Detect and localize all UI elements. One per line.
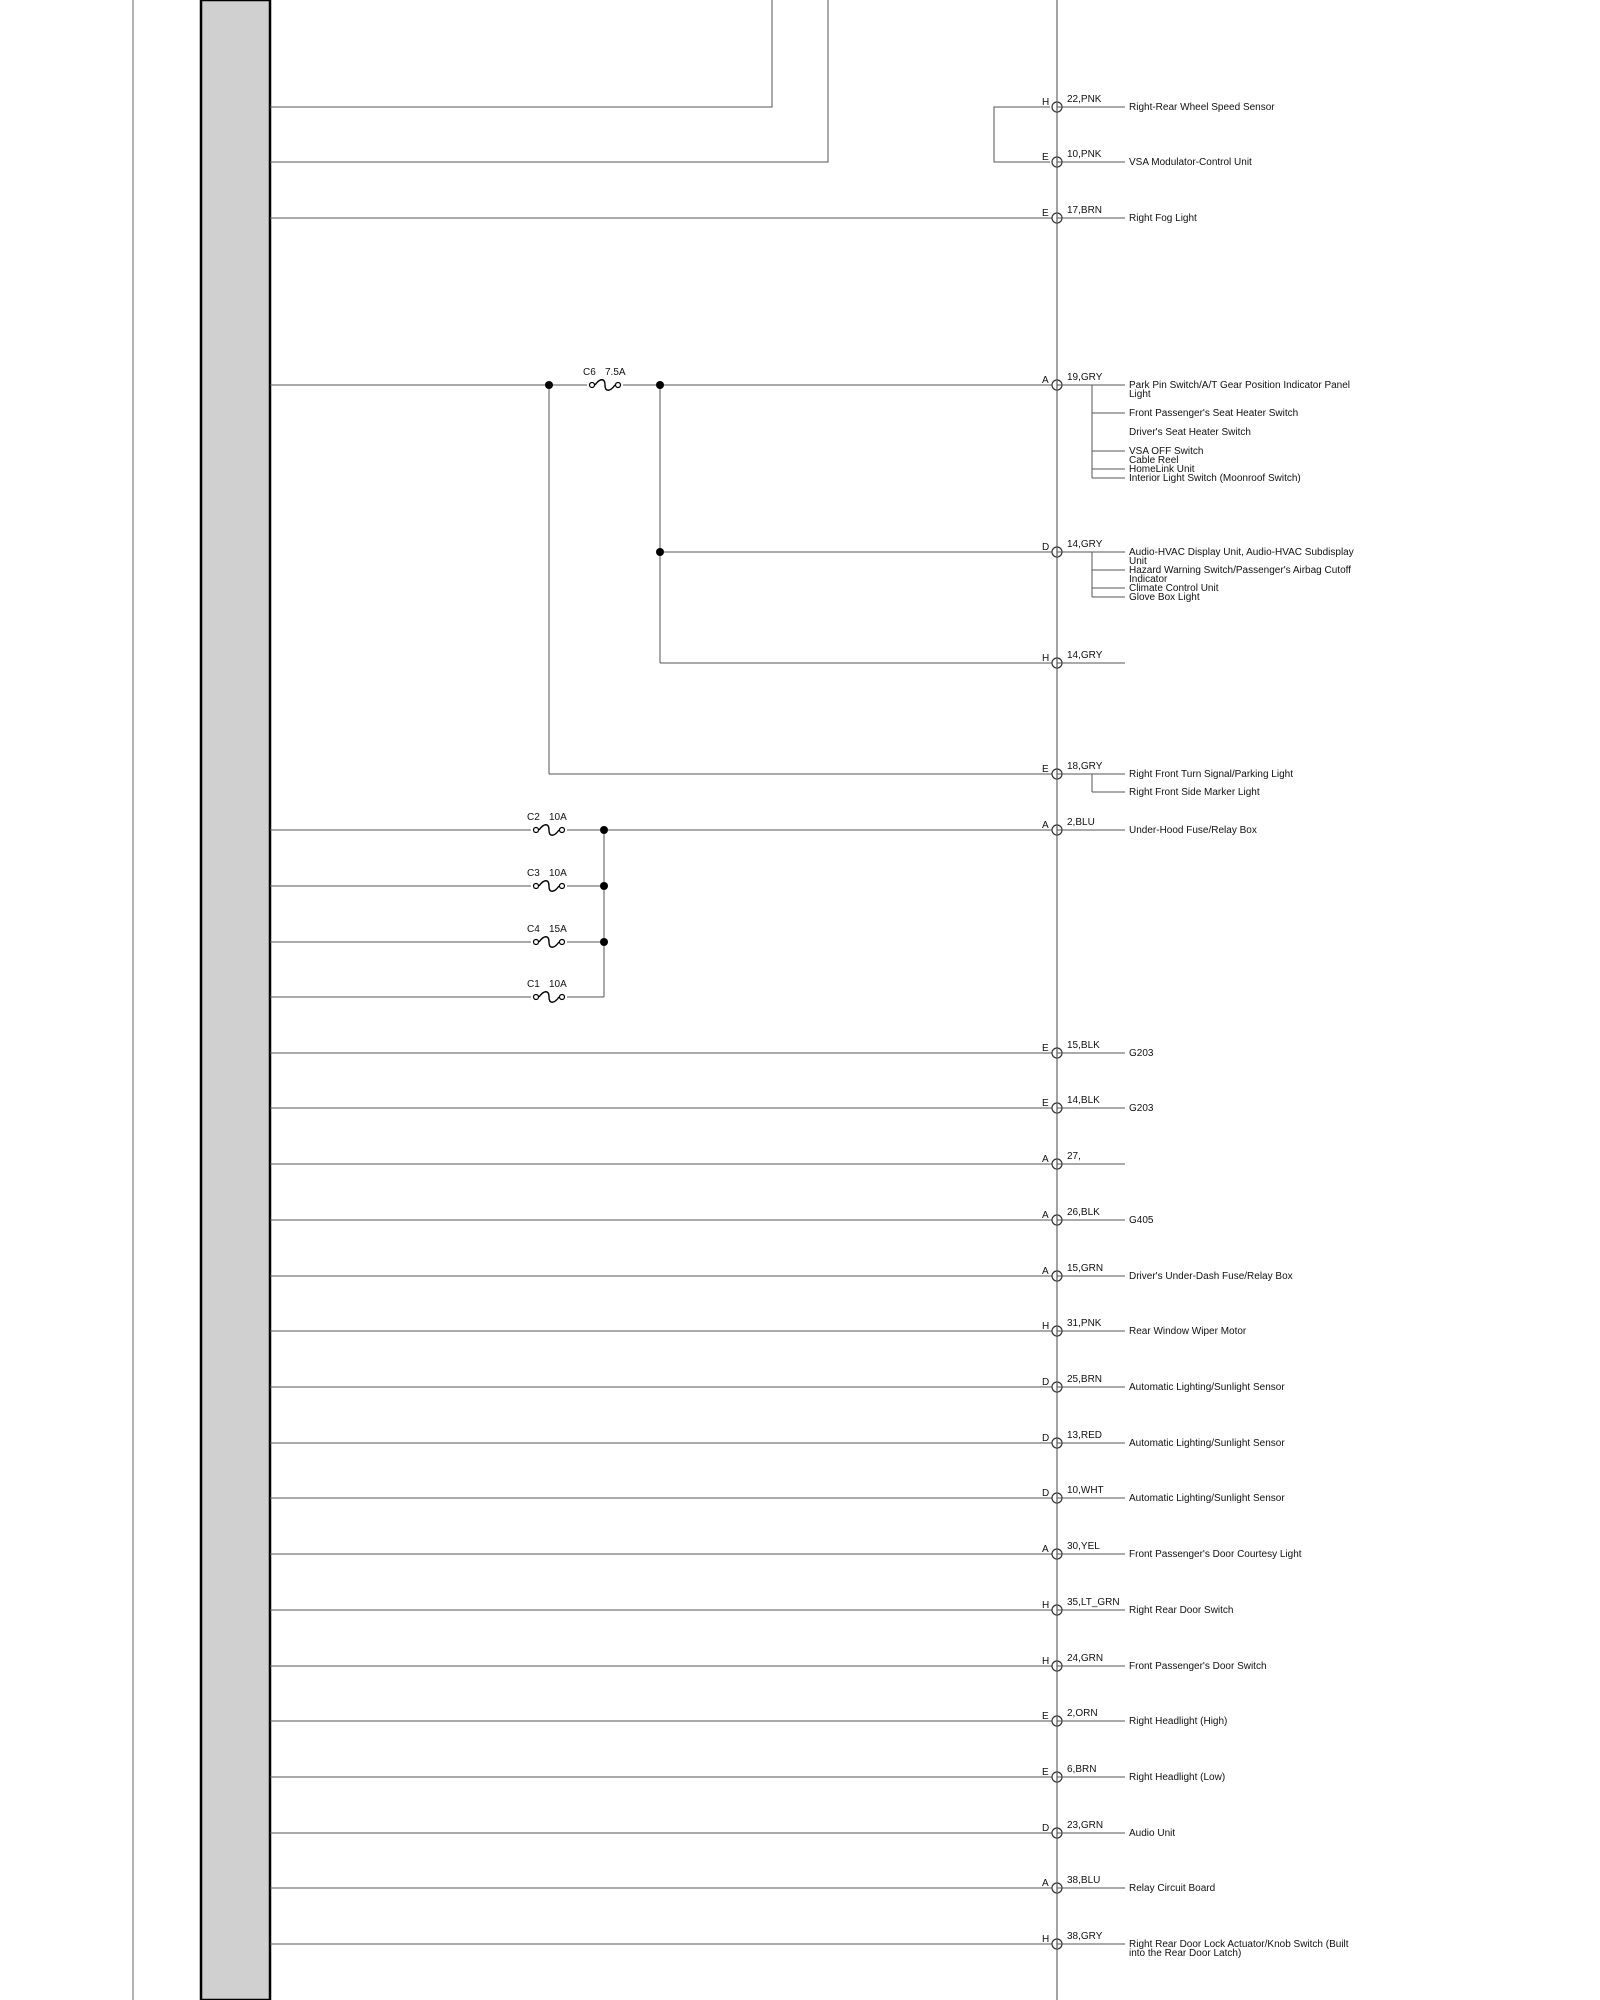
connector-letter: H xyxy=(1042,1321,1050,1332)
connector-d-13red xyxy=(1042,1430,1285,1449)
splice-dot xyxy=(656,381,664,389)
fuse-box-bus xyxy=(201,0,270,2000)
fuse-id: C4 xyxy=(527,924,540,935)
connector-a-19gry xyxy=(1042,372,1350,484)
wire-label: 25,BRN xyxy=(1067,1374,1103,1385)
destination-label: Automatic Lighting/Sunlight Sensor xyxy=(1129,1493,1285,1504)
fuse-c3 xyxy=(527,868,567,891)
wire-label: 6,BRN xyxy=(1067,1764,1097,1775)
fuse-id: C3 xyxy=(527,868,540,879)
fuse-c2 xyxy=(527,812,567,835)
fuse-c6 xyxy=(583,367,626,390)
wire-label: 13,RED xyxy=(1067,1430,1103,1441)
wire-label: 15,BLK xyxy=(1067,1040,1100,1051)
destination-label: Light xyxy=(1129,389,1151,400)
destination-label: HomeLink Unit xyxy=(1129,464,1195,475)
fuse-rating: 10A xyxy=(549,812,567,823)
connector-letter: A xyxy=(1042,375,1049,386)
wire-label: 2,BLU xyxy=(1067,817,1095,828)
connector-e-18gry xyxy=(1042,761,1293,798)
fuse-terminal xyxy=(560,828,565,833)
wire-label: 18,GRY xyxy=(1067,761,1103,772)
connector-letter: A xyxy=(1042,1544,1049,1555)
connector-letter: D xyxy=(1042,1433,1050,1444)
connector-letter: D xyxy=(1042,1823,1050,1834)
connector-e-6brn xyxy=(1042,1764,1225,1783)
destination-label: G203 xyxy=(1129,1103,1154,1114)
wire-label: 14,GRY xyxy=(1067,650,1103,661)
connector-e-14blk xyxy=(1042,1095,1154,1114)
connector-letter: E xyxy=(1042,1098,1049,1109)
splice-dot xyxy=(545,381,553,389)
fuse-terminal xyxy=(534,828,539,833)
splice-dot xyxy=(600,938,608,946)
wire-label: 19,GRY xyxy=(1067,372,1103,383)
wire-label: 15,GRN xyxy=(1067,1263,1104,1274)
destination-label: Glove Box Light xyxy=(1129,592,1200,603)
destination-label: Unit xyxy=(1129,556,1147,567)
connector-a-15grn xyxy=(1042,1263,1293,1282)
connector-h-38gry xyxy=(1042,1931,1349,1959)
connector-letter: A xyxy=(1042,1878,1049,1889)
connector-h-14gry xyxy=(1042,650,1125,668)
connector-letter: H xyxy=(1042,653,1050,664)
connector-letter: A xyxy=(1042,1154,1049,1165)
connector-a-30yel xyxy=(1042,1541,1302,1560)
wire-label: 30,YEL xyxy=(1067,1541,1100,1552)
destination-label: Front Passenger's Door Courtesy Light xyxy=(1129,1549,1302,1560)
fuse-terminal xyxy=(616,383,621,388)
connector-e-10pnk xyxy=(1042,149,1252,168)
fuse-terminal xyxy=(560,884,565,889)
connector-d-10wht xyxy=(1042,1485,1285,1504)
fuse-c1 xyxy=(527,979,567,1002)
connector-e-2orn xyxy=(1042,1708,1227,1727)
fuse-group xyxy=(527,367,626,1002)
destination-label: VSA OFF Switch xyxy=(1129,446,1204,457)
connector-letter: E xyxy=(1042,1043,1049,1054)
connector-d-14gry xyxy=(1042,539,1354,603)
wire-label: 2,ORN xyxy=(1067,1708,1098,1719)
destination-label: Right Headlight (Low) xyxy=(1129,1772,1226,1783)
connector-h-35ltgrn xyxy=(1042,1597,1233,1616)
destination-label: Automatic Lighting/Sunlight Sensor xyxy=(1129,1438,1285,1449)
wire-label: 14,GRY xyxy=(1067,539,1103,550)
connector-letter: E xyxy=(1042,1711,1049,1722)
connector-group xyxy=(1042,94,1354,1959)
wire-label: 22,PNK xyxy=(1067,94,1102,105)
connector-letter: H xyxy=(1042,97,1050,108)
fuse-terminal xyxy=(560,995,565,1000)
destination-label: Rear Window Wiper Motor xyxy=(1129,1326,1247,1337)
destination-label: Audio Unit xyxy=(1129,1828,1176,1839)
destination-label: G203 xyxy=(1129,1048,1154,1059)
connector-letter: A xyxy=(1042,820,1049,831)
destination-label: Driver's Seat Heater Switch xyxy=(1129,427,1251,438)
destination-label: G405 xyxy=(1129,1215,1154,1226)
fuse-rating: 7.5A xyxy=(605,367,626,378)
connector-a-38blu xyxy=(1042,1875,1215,1894)
fuse-terminal xyxy=(534,884,539,889)
connector-e-15blk xyxy=(1042,1040,1154,1059)
wire-label: 23,GRN xyxy=(1067,1820,1104,1831)
connector-h-31pnk xyxy=(1042,1318,1247,1337)
destination-label: Audio-HVAC Display Unit, Audio-HVAC Subdisplay xyxy=(1129,547,1354,558)
connector-d-25brn xyxy=(1042,1374,1285,1393)
connector-letter: A xyxy=(1042,1210,1049,1221)
destination-label: Right Headlight (High) xyxy=(1129,1716,1228,1727)
connector-letter: E xyxy=(1042,152,1049,163)
connector-letter: H xyxy=(1042,1656,1050,1667)
destination-label: Climate Control Unit xyxy=(1129,583,1219,594)
fuse-id: C6 xyxy=(583,367,596,378)
wire-label: 35,LT_GRN xyxy=(1067,1597,1120,1608)
destination-label: Hazard Warning Switch/Passenger's Airbag Cutoff xyxy=(1129,565,1352,576)
destination-label: Relay Circuit Board xyxy=(1129,1883,1216,1894)
wire-label: 24,GRN xyxy=(1067,1653,1104,1664)
connector-letter: E xyxy=(1042,1767,1049,1778)
destination-label: Indicator xyxy=(1129,574,1168,585)
wire-label: 10,PNK xyxy=(1067,149,1102,160)
destination-label: Automatic Lighting/Sunlight Sensor xyxy=(1129,1382,1285,1393)
destination-label: Right Rear Door Switch xyxy=(1129,1605,1234,1616)
wire-label: 26,BLK xyxy=(1067,1207,1100,1218)
connector-d-23grn xyxy=(1042,1820,1175,1839)
connector-a-2blu xyxy=(1042,817,1257,836)
fuse-terminal xyxy=(534,940,539,945)
splice-dot xyxy=(656,548,664,556)
destination-label: Right-Rear Wheel Speed Sensor xyxy=(1129,102,1275,113)
fuse-terminal xyxy=(590,383,595,388)
destination-label: Cable Reel xyxy=(1129,455,1179,466)
connector-letter: D xyxy=(1042,1488,1050,1499)
connector-letter: E xyxy=(1042,208,1049,219)
splice-dot xyxy=(600,826,608,834)
fuse-rating: 10A xyxy=(549,868,567,879)
splice-dot xyxy=(600,882,608,890)
wire-label: 17,BRN xyxy=(1067,205,1103,216)
wire-label: 27, xyxy=(1067,1151,1081,1162)
fuse-rating: 15A xyxy=(549,924,567,935)
connector-a-26blk xyxy=(1042,1207,1154,1226)
connector-h-22pnk xyxy=(1042,94,1275,113)
destination-label: Right Front Turn Signal/Parking Light xyxy=(1129,769,1293,780)
fuse-c4 xyxy=(527,924,567,947)
wire-label: 38,BLU xyxy=(1067,1875,1101,1886)
connector-h-24grn xyxy=(1042,1653,1267,1672)
destination-label: Park Pin Switch/A/T Gear Position Indicator Panel xyxy=(1129,380,1351,391)
destination-label: Driver's Under-Dash Fuse/Relay Box xyxy=(1129,1271,1293,1282)
destination-label: Under-Hood Fuse/Relay Box xyxy=(1129,825,1257,836)
fuse-terminal xyxy=(560,940,565,945)
connector-e-17brn xyxy=(1042,205,1197,224)
destination-label: Right Fog Light xyxy=(1129,213,1197,224)
destination-label: Right Rear Door Lock Actuator/Knob Switch (Built xyxy=(1129,1939,1349,1950)
fuse-terminal xyxy=(534,995,539,1000)
destination-label: Right Front Side Marker Light xyxy=(1129,787,1260,798)
destination-label: into the Rear Door Latch) xyxy=(1129,1948,1242,1959)
wire-label: 38,GRY xyxy=(1067,1931,1103,1942)
wire-group xyxy=(270,218,1057,1944)
connector-letter: A xyxy=(1042,1266,1049,1277)
wire-label: 31,PNK xyxy=(1067,1318,1102,1329)
destination-label: Front Passenger's Door Switch xyxy=(1129,1661,1267,1672)
destination-label: Interior Light Switch (Moonroof Switch) xyxy=(1129,473,1301,484)
destination-label: Front Passenger's Seat Heater Switch xyxy=(1129,408,1299,419)
fuse-id: C2 xyxy=(527,812,540,823)
connector-a-27 xyxy=(1042,1151,1125,1169)
connector-letter: H xyxy=(1042,1934,1050,1945)
connector-letter: D xyxy=(1042,542,1050,553)
wire-label: 10,WHT xyxy=(1067,1485,1104,1496)
connector-letter: H xyxy=(1042,1600,1050,1611)
fuse-id: C1 xyxy=(527,979,540,990)
fuse-rating: 10A xyxy=(549,979,567,990)
top-loop-wire-2 xyxy=(270,0,828,162)
connector-letter: D xyxy=(1042,1377,1050,1388)
top-loop-wire-1 xyxy=(270,0,772,107)
destination-label: VSA Modulator-Control Unit xyxy=(1129,157,1252,168)
wire-label: 14,BLK xyxy=(1067,1095,1100,1106)
connector-letter: E xyxy=(1042,764,1049,775)
